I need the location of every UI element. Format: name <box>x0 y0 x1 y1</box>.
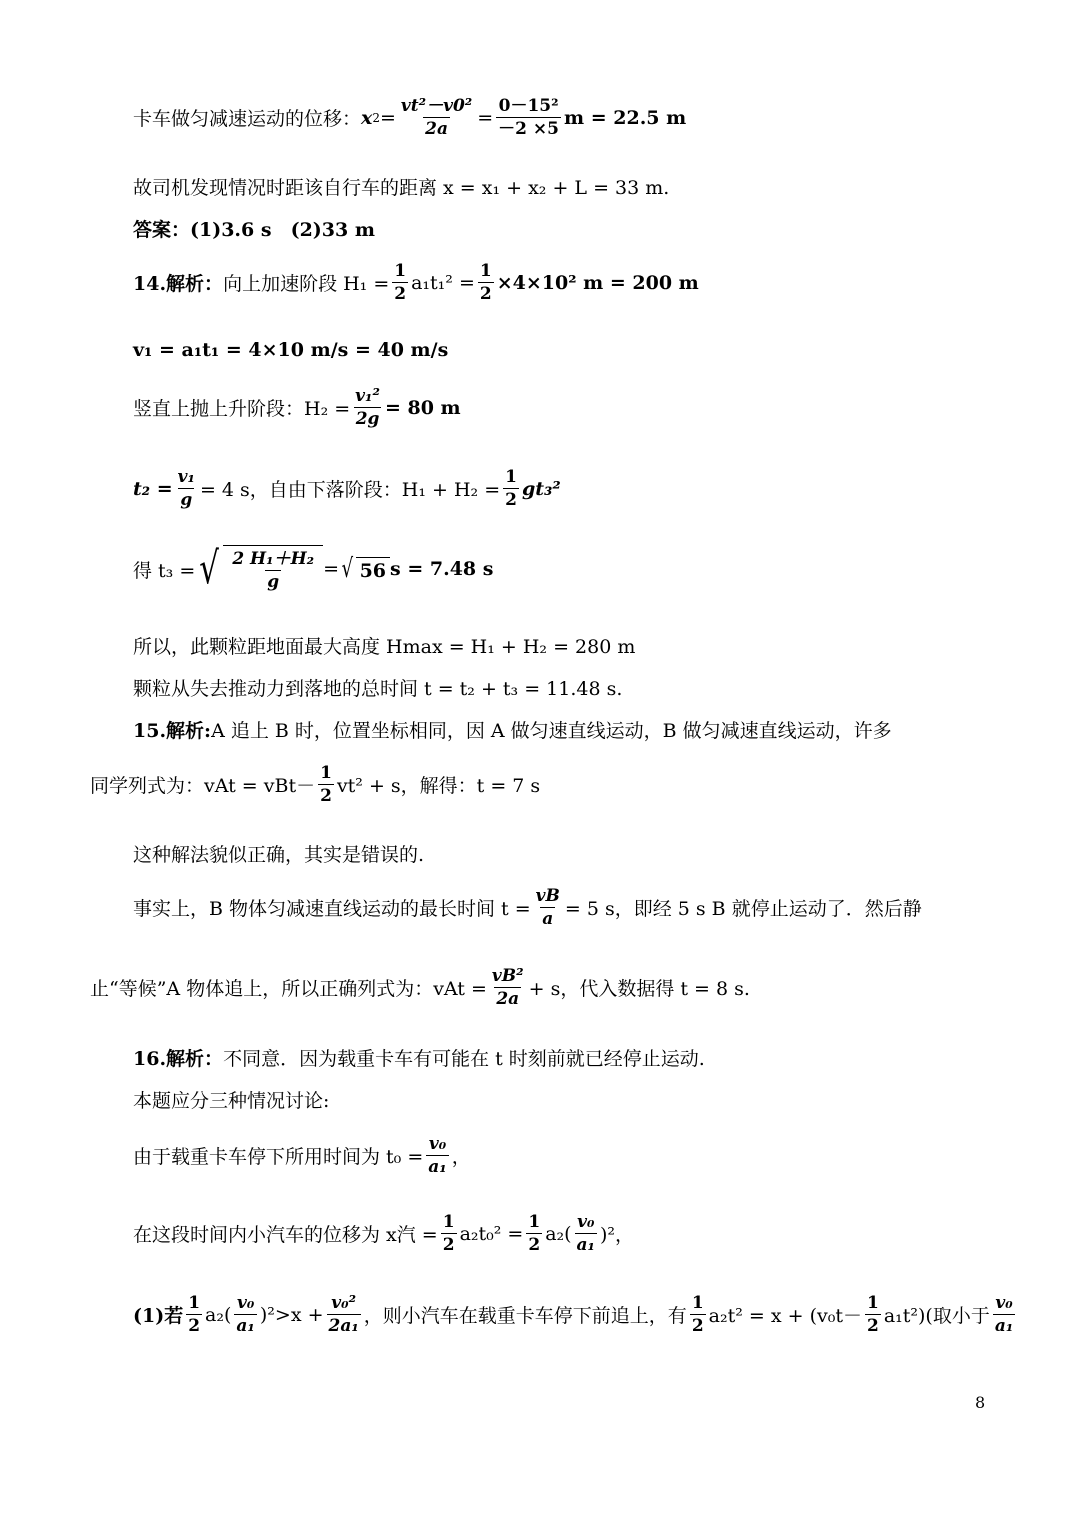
page-number: 8 <box>975 1393 986 1412</box>
fraction: $\frac{\text{vB²}}{2a}$ <box>491 966 524 1009</box>
fraction: $\frac{\text{v₁}}{g}$ <box>177 467 195 510</box>
text: 不同意．因为载重卡车有可能在 t 时刻前就已经停止运动. <box>223 1048 705 1070</box>
fraction: $\frac{\text{v₀}}{\text{a₁}}$ <box>236 1293 255 1336</box>
text: = 4 s，自由下落阶段：H₁ + H₂ = <box>199 479 501 501</box>
line-answer <box>133 215 375 242</box>
text: 竖直上抛上升阶段：H₂ = <box>133 398 351 420</box>
line-t0 <box>133 1133 471 1178</box>
fraction: $\frac{1}{2}$ <box>505 467 517 510</box>
square-root <box>195 545 323 593</box>
text: (1)若 <box>133 1305 184 1327</box>
text: a₂t² = x + (v₀t－ <box>708 1305 862 1327</box>
text: )²>x + <box>259 1303 324 1326</box>
fraction: $\frac{1}{2}$ <box>528 1212 541 1255</box>
sub: 2 <box>372 110 380 125</box>
text: + s，代入数据得 t = 8 s. <box>528 978 750 1000</box>
text: 事实上，B 物体匀减速直线运动的最长时间 t = <box>133 898 531 920</box>
text: ， <box>451 1146 471 1168</box>
text: a₂t₀² = <box>459 1222 524 1245</box>
text: 由于载重卡车停下所用时间为 t₀ = <box>133 1146 424 1168</box>
fraction <box>496 95 561 140</box>
answer-label: 答案： <box>133 219 191 241</box>
fraction: $\frac{\text{v₀}}{\text{a₁}}$ <box>428 1134 447 1177</box>
text: 向上加速阶段 H₁ = <box>223 273 390 295</box>
line-v1 <box>133 339 448 361</box>
line-distance <box>133 173 669 200</box>
text: 颗粒从失去推动力到落地的总时间 t = t₂ + t₃ = 11.48 s. <box>133 678 623 700</box>
text: a₂( <box>205 1303 232 1326</box>
var: x <box>361 106 373 129</box>
line-car-displacement <box>133 1211 634 1256</box>
square-root <box>339 556 390 582</box>
line-students-formula <box>90 762 540 807</box>
fraction <box>399 95 474 140</box>
fraction-denominator: 2a <box>425 119 448 139</box>
line-total-time <box>133 674 622 701</box>
text: = <box>323 558 339 580</box>
text: 这种解法貌似正确，其实是错误的. <box>133 844 425 866</box>
fraction: $\frac{vB}{a}$ <box>535 886 560 929</box>
text: vt² + s，解得：t = 7 s <box>336 775 541 797</box>
fraction-denominator: －2 ×5 <box>498 119 559 139</box>
line-truck-displacement: 卡车做匀减速运动的位移： x 2 = $\frac{\text{vt²－v0²}}{2a}$ = $\frac{\text{0－15²}}{-2 \times 5}$ m = 22.5 m <box>133 96 687 139</box>
radicand: 56 <box>356 557 390 582</box>
line-wrong <box>133 840 424 867</box>
line-three-cases <box>133 1086 329 1113</box>
fraction: $\frac{\text{2 H₁＋H₂}}{g}$ <box>232 549 315 592</box>
fraction: $\frac{1}{2}$ <box>691 1293 704 1336</box>
line-h2 <box>133 385 461 430</box>
text: = 80 m <box>384 396 461 419</box>
line-t3 <box>133 545 493 593</box>
fraction: $\frac{1}{2}$ <box>866 1293 879 1336</box>
text: 在这段时间内小汽车的位移为 x汽 = <box>133 1224 438 1246</box>
fraction: $\frac{1}{2}$ <box>320 763 332 806</box>
line-case-1 <box>133 1292 1018 1337</box>
line-16 <box>133 1044 705 1071</box>
fraction-numerator: vt²－v0² <box>400 96 473 116</box>
line-correct-formula <box>90 965 750 1010</box>
text: t₂ = <box>133 477 173 500</box>
section-label: 15.解析: <box>133 720 212 742</box>
fraction: $\frac{1}{2}$ <box>479 261 492 304</box>
fraction-numerator: 0－15² <box>498 96 559 116</box>
text: = <box>379 106 396 129</box>
text: A 追上 B 时，位置坐标相同，因 A 做匀速直线运动，B 做匀减速直线运动，许多 <box>211 720 892 742</box>
radicand <box>223 545 323 593</box>
fraction: $\frac{1}{2}$ <box>442 1212 455 1255</box>
fraction: $\frac{\text{v₁²}}{2g}$ <box>355 386 380 429</box>
text: gt₃² <box>521 477 561 500</box>
fraction: $\frac{\text{v₀²}}{\text{2a₁}}$ <box>328 1293 359 1336</box>
section-label: 14.解析： <box>133 273 224 295</box>
text: 故司机发现情况时距该自行车的距离 x = x₁ + x₂ + L = 33 m. <box>133 177 670 199</box>
line-14-accel <box>133 260 699 305</box>
text: v₁ = a₁t₁ = 4×10 m/s = 40 m/s <box>133 339 449 361</box>
text: a₁t²)(取小于 <box>883 1305 990 1327</box>
text: s = 7.48 s <box>390 558 494 580</box>
text: 本题应分三种情况讨论: <box>133 1090 330 1112</box>
fraction: $\frac{1}{2}$ <box>188 1293 201 1336</box>
text: (1)3.6 s (2)33 m <box>190 219 375 241</box>
text: 止“等候”A 物体追上，所以正确列式为：vAt = <box>90 978 487 1000</box>
line-t2 <box>133 466 561 511</box>
line-fact <box>133 885 922 930</box>
line-15 <box>133 716 892 743</box>
fraction: $\frac{\text{v₀}}{\text{a₁}}$ <box>994 1293 1014 1336</box>
radical-sign: √ <box>199 543 220 594</box>
text: a₂( <box>545 1222 572 1245</box>
text: 得 t₃ = <box>133 559 196 582</box>
text: m = 22.5 m <box>564 106 687 129</box>
fraction: $\frac{1}{2}$ <box>394 261 407 304</box>
text: 同学列式为：vAt = vBt－ <box>90 775 316 797</box>
line-hmax <box>133 632 635 659</box>
fraction: $\frac{\text{v₀}}{\text{a₁}}$ <box>576 1212 596 1255</box>
text: 卡车做匀减速运动的位移： <box>133 108 362 130</box>
text: )²， <box>600 1224 635 1246</box>
radical-sign: √ <box>341 554 354 584</box>
text: ，则小汽车在载重卡车停下前追上，有 <box>363 1305 687 1327</box>
text: = 5 s，即经 5 s B 就停止运动了．然后静 <box>564 898 922 920</box>
text: 所以，此颗粒距地面最大高度 Hmax = H₁ + H₂ = 280 m <box>133 636 636 658</box>
text: a₁t₁² = <box>411 271 475 294</box>
section-label: 16.解析： <box>133 1048 224 1070</box>
text: ×4×10² m = 200 m <box>496 271 699 294</box>
